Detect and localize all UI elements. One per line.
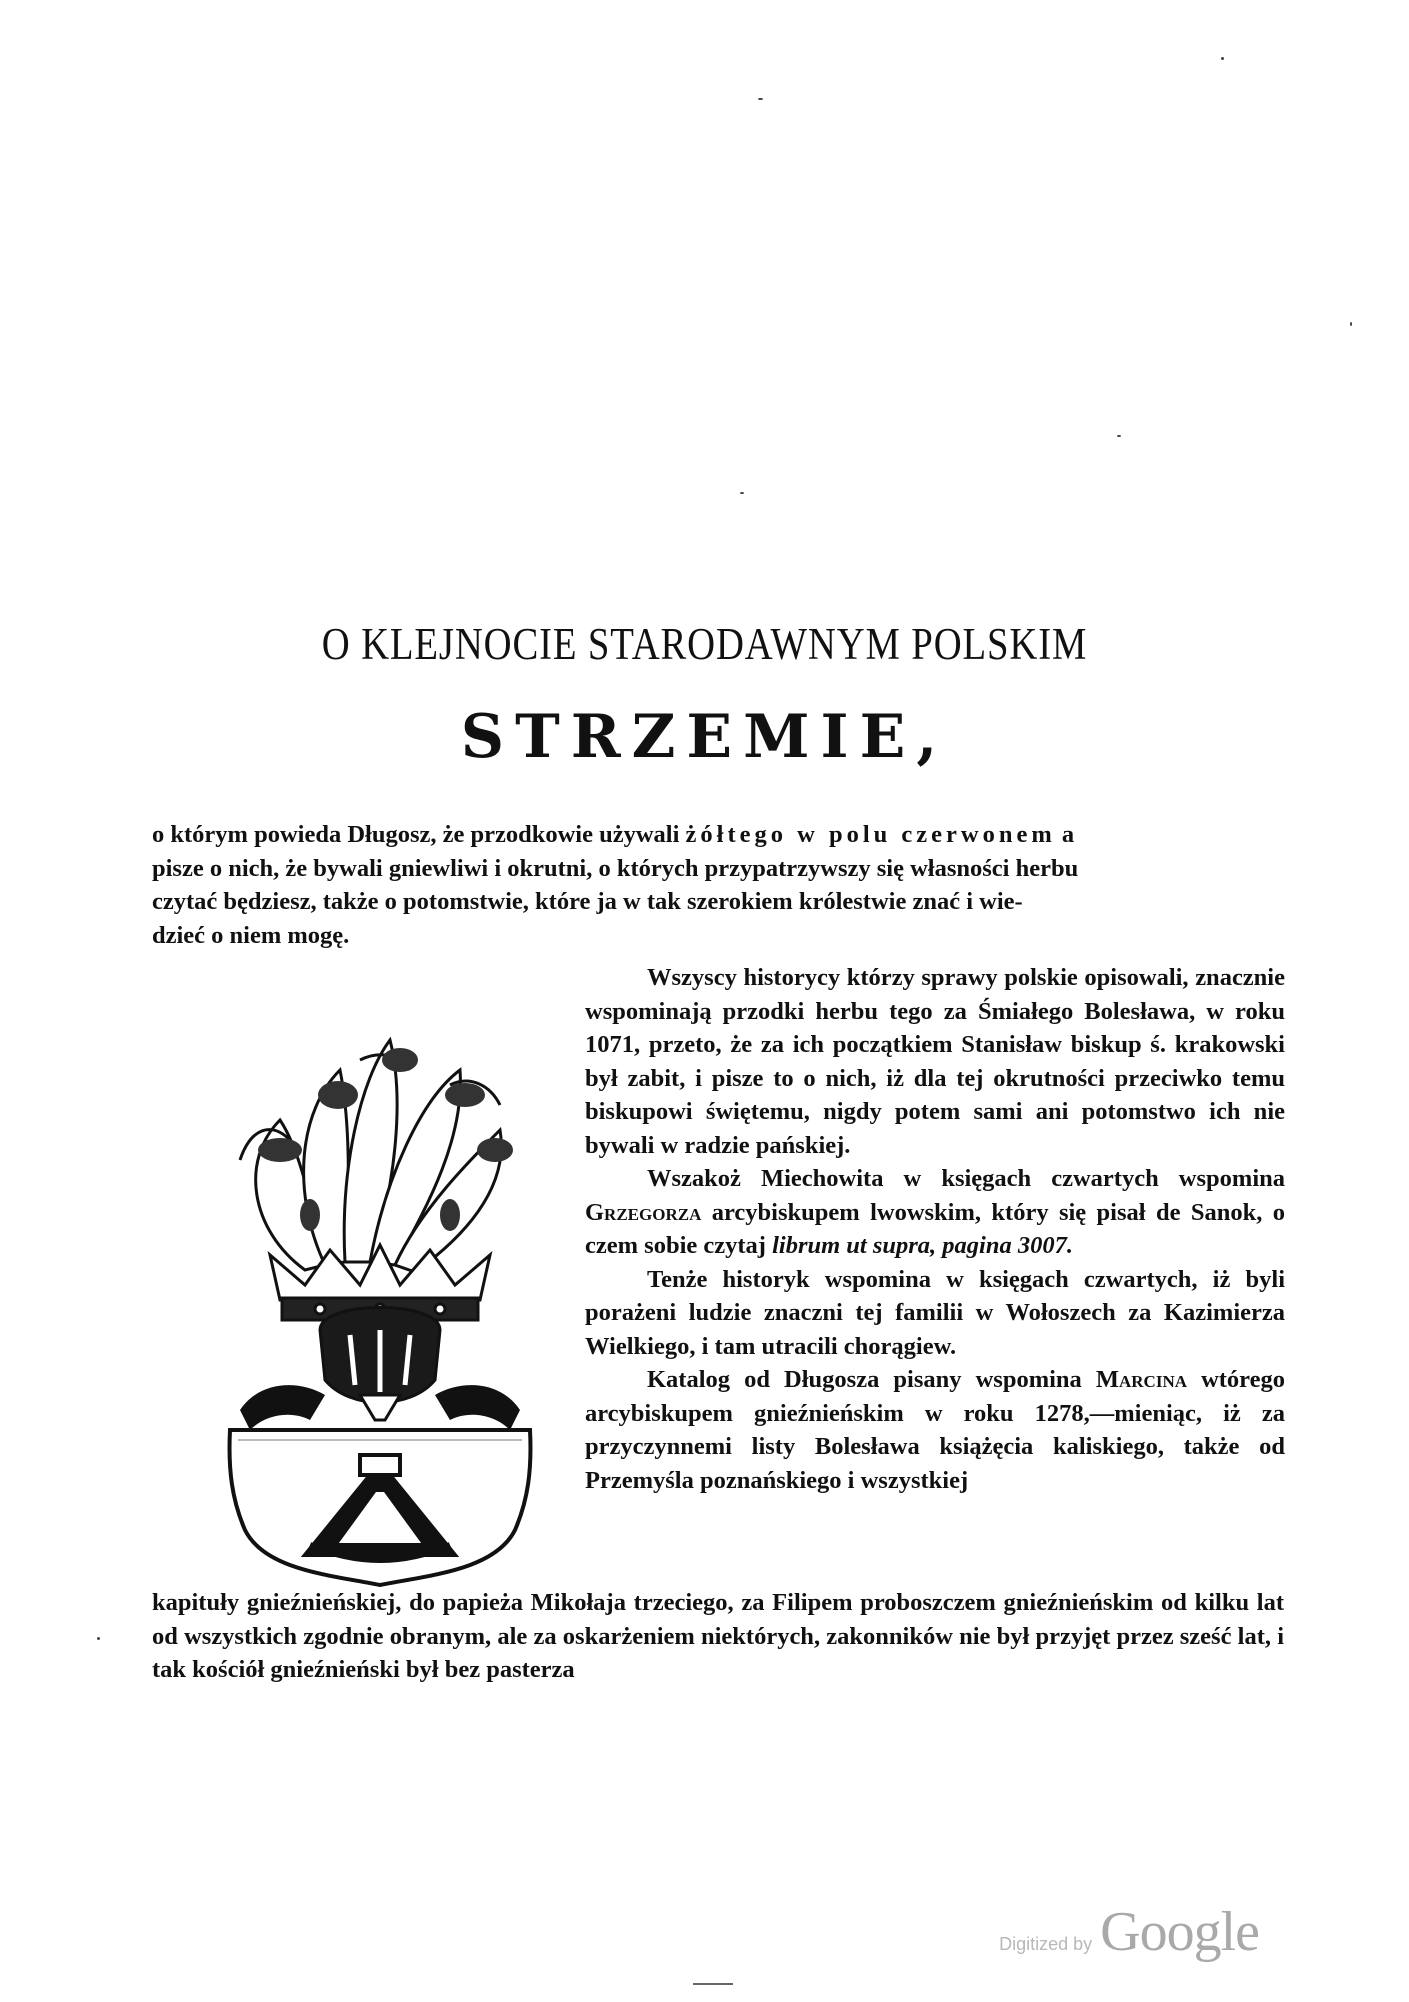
scan-speck (758, 98, 763, 100)
latin-reference: librum ut supra, pagina 3007. (772, 1232, 1073, 1259)
digitized-by-label: Digitized by (999, 1934, 1093, 1954)
paragraph-4 (585, 1363, 1285, 1497)
paragraph-4-end: wtórego arcybiskupem gnieźnieńskim w roku 1278,—mieniąc, iż za przyczynnemi listy Bolesława książęcia kaliskiego, także od Przemyśla poznańskiego i wszystkiej (585, 1366, 1285, 1494)
scan-speck (1221, 57, 1224, 60)
name-marcina: Marcina (1095, 1366, 1187, 1393)
paragraph-3: Tenże historyk wspomina w księgach czwartych, iż byli porażeni ludzie znaczni tej familii w Wołoszech za Kazimierza Wielkiego, i tam utracili chorągiew. (585, 1265, 1285, 1360)
main-column (585, 961, 1285, 1497)
paragraph-2-middle: arcybiskupem lwowskim, który się pisał de Sanok, o czem sobie czytaj (585, 1198, 1285, 1259)
coat-of-arms-strzemie-icon (210, 1000, 550, 1590)
page-subtitle: STRZEMIE, (460, 702, 949, 772)
intro-line-4: dzieć o niem mogę. (152, 921, 350, 949)
paragraph-4-start: Katalog od Długosza pisany wspomina (647, 1366, 1082, 1393)
intro-line-2: pisze o nich, że bywali gniewliwi i okrutni, o których przypatrzywszy się własności herbu (152, 854, 1079, 882)
intro-line-1 (152, 818, 1284, 852)
intro-line-1-start: o którym powieda Długosz, że przodkowie używali (152, 821, 680, 848)
intro-line-1-end: a (1061, 821, 1075, 848)
bottom-paragraph (152, 1586, 1284, 1687)
scan-speck (693, 1983, 733, 1985)
digitized-watermark (999, 1900, 1259, 1964)
scan-speck (97, 1637, 100, 1640)
scan-speck (1350, 322, 1352, 326)
scan-speck (1117, 435, 1121, 437)
google-logo: Google (1100, 1901, 1259, 1963)
page-title: O KLEJNOCIE STARODAWNYM POLSKIM (321, 619, 1088, 669)
scan-speck (740, 492, 744, 494)
paragraph-1: Wszyscy historycy którzy sprawy polskie opisowali, znacznie wspominają przodki herbu tego za Śmiałego Bolesława, w roku 1071, przeto, że za ich początkiem Stanisław biskup ś. krakowski był zabit, i pisze to o nich, iż dla tej okrutności przeciwko temu biskupowi świętemu, nigdy potem sami ani potomstwo ich nie bywali w radzie pańskiej. (585, 964, 1285, 1159)
paragraph-2 (585, 1162, 1285, 1263)
helmet-icon (320, 1308, 440, 1421)
bottom-text: kapituły gnieźnieńskiej, do papieża Mikołaja trzeciego, za Filipem proboszczem gnieźnieńskim od kilku lat od wszystkich zgodnie obranym, ale za oskarżeniem niektórych, zakonników nie był przyjęt przez sześć lat, i tak kościół gnieźnieński był bez pasterza (152, 1589, 1284, 1683)
intro-paragraph (152, 818, 1284, 952)
intro-emphasis: żółtego w polu czerwonem (685, 821, 1056, 848)
paragraph-2-start: Wszakoż Miechowita w księgach czwartych wspomina (647, 1165, 1285, 1192)
intro-line-3: czytać będziesz, także o potomstwie, które ja w tak szerokiem królestwie znać i wie- (152, 888, 1023, 915)
name-grzegorza: Grzegorza (585, 1198, 702, 1226)
